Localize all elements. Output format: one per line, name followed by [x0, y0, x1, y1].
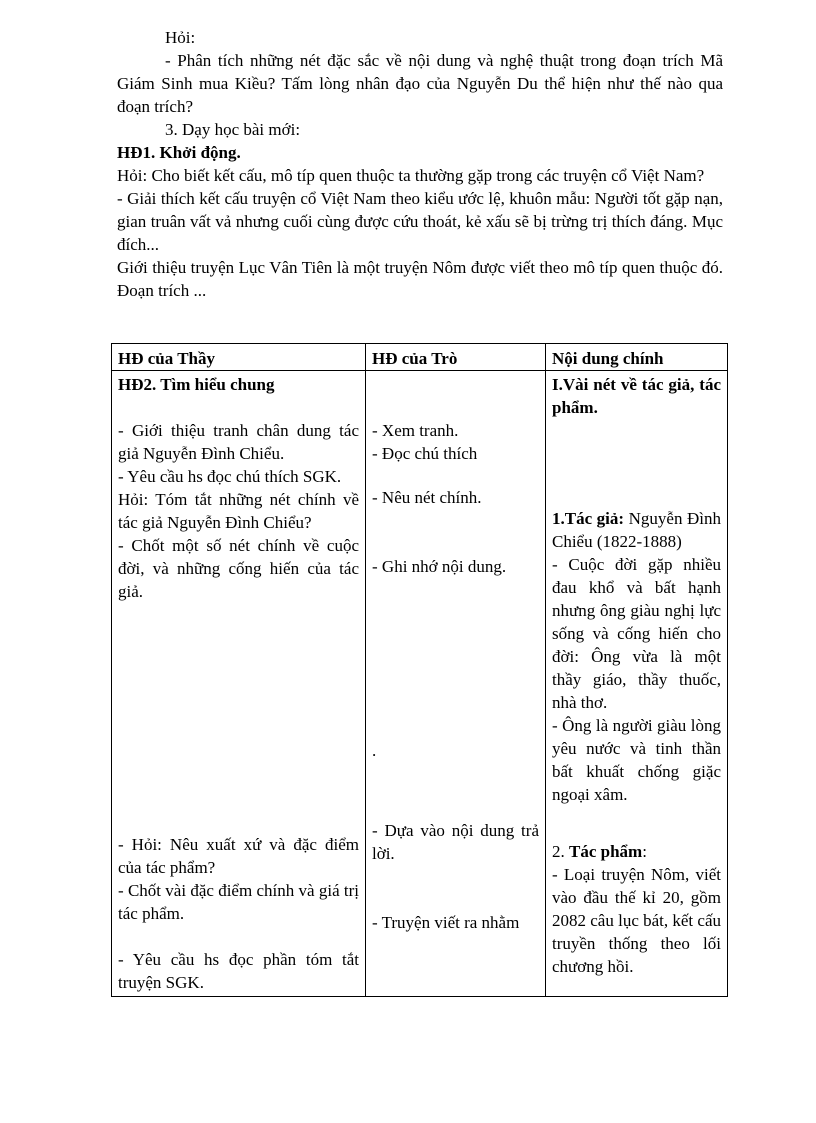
- student-item: - Truyện viết ra nhằm: [372, 913, 520, 932]
- work-paragraph: - Loại truyện Nôm, viết vào đầu thế kỉ 20, gồm 2082 câu lục bát, kết cấu truyền thống theo lối chương hồi.: [552, 865, 721, 976]
- header-student: HĐ của Trò: [366, 344, 546, 371]
- student-item: - Xem tranh.: [372, 421, 459, 440]
- work-heading: [552, 840, 721, 863]
- table-row: [112, 371, 728, 997]
- hoi-label: Hỏi:: [165, 28, 196, 47]
- teacher-item: - Yêu cầu hs đọc chú thích SGK.: [118, 467, 342, 486]
- work-prefix: 2.: [552, 842, 569, 861]
- section-1-heading: I.Vài nét về tác giả, tác phẩm.: [552, 375, 721, 417]
- review-question: - Phân tích những nét đặc sắc về nội dung và nghệ thuật trong đoạn trích Mã Giám Sinh mua Kiều? Tấm lòng nhân đạo của Nguyễn Du thể hiện như thế nào qua đoạn trích?: [117, 51, 723, 116]
- header-content: Nội dung chính: [546, 344, 728, 371]
- student-item: - Nêu nét chính.: [372, 488, 482, 507]
- work-colon: :: [642, 842, 647, 861]
- hd1-explanation: - Giải thích kết cấu truyện cổ Việt Nam theo kiểu ước lệ, khuôn mẫu: Người tốt gặp nạn, gian truân vất vả nhưng cuối cùng được cứu thoát, kẻ xấu sẽ bị trừng trị thích đáng. Mục đích...: [117, 189, 723, 254]
- student-item: - Ghi nhớ nội dung.: [372, 557, 507, 576]
- teacher-item: Hỏi: Tóm tắt những nét chính về tác giả Nguyễn Đình Chiểu?: [118, 490, 359, 532]
- student-column: [366, 371, 546, 997]
- author-paragraph: - Cuộc đời gặp nhiều đau khổ và bất hạnh nhưng ông giàu nghị lực sống và cống hiến cho đời: Ông vừa là một thầy giáo, thầy thuốc, nhà thơ.: [552, 555, 721, 712]
- intro-section: [117, 26, 723, 302]
- teacher-item: - Yêu cầu hs đọc phần tóm tắt truyện SGK.: [118, 950, 359, 992]
- teacher-item: - Hỏi: Nêu xuất xứ và đặc điểm của tác phẩm?: [118, 835, 359, 877]
- header-teacher: HĐ của Thầy: [112, 344, 366, 371]
- work-label: Tác phẩm: [569, 842, 643, 861]
- student-dot: .: [372, 741, 377, 760]
- author-heading: [552, 507, 721, 553]
- author-value: Nguyễn Đình Chiểu (1822-1888): [552, 509, 721, 551]
- hd1-title: HĐ1. Khởi động.: [117, 143, 241, 162]
- student-item: - Đọc chú thích: [372, 444, 478, 463]
- lesson-table: [111, 343, 728, 997]
- hd1-question: Hỏi: Cho biết kết cấu, mô típ quen thuộc ta thường gặp trong các truyện cổ Việt Nam?: [117, 166, 705, 185]
- teacher-item: - Chốt vài đặc điểm chính và giá trị tác phẩm.: [118, 881, 359, 923]
- teacher-column: [112, 371, 366, 997]
- table-header-row: [112, 344, 728, 371]
- teacher-item: - Giới thiệu tranh chân dung tác giả Nguyễn Đình Chiểu.: [118, 421, 359, 463]
- author-label: 1.Tác giả:: [552, 509, 625, 528]
- content-column: [546, 371, 728, 997]
- hd2-title: HĐ2. Tìm hiểu chung: [118, 375, 275, 394]
- teacher-item: - Chốt một số nét chính về cuộc đời, và những cống hiến của tác giả.: [118, 536, 359, 601]
- section-3-heading: 3. Dạy học bài mới:: [165, 120, 301, 139]
- hd1-introduction: Giới thiệu truyện Lục Vân Tiên là một truyện Nôm được viết theo mô típ quen thuộc đó. Đoạn trích ...: [117, 258, 723, 300]
- author-paragraph: - Ông là người giàu lòng yêu nước và tinh thần bất khuất chống giặc ngoại xâm.: [552, 716, 721, 804]
- student-item: - Dựa vào nội dung trả lời.: [372, 821, 539, 863]
